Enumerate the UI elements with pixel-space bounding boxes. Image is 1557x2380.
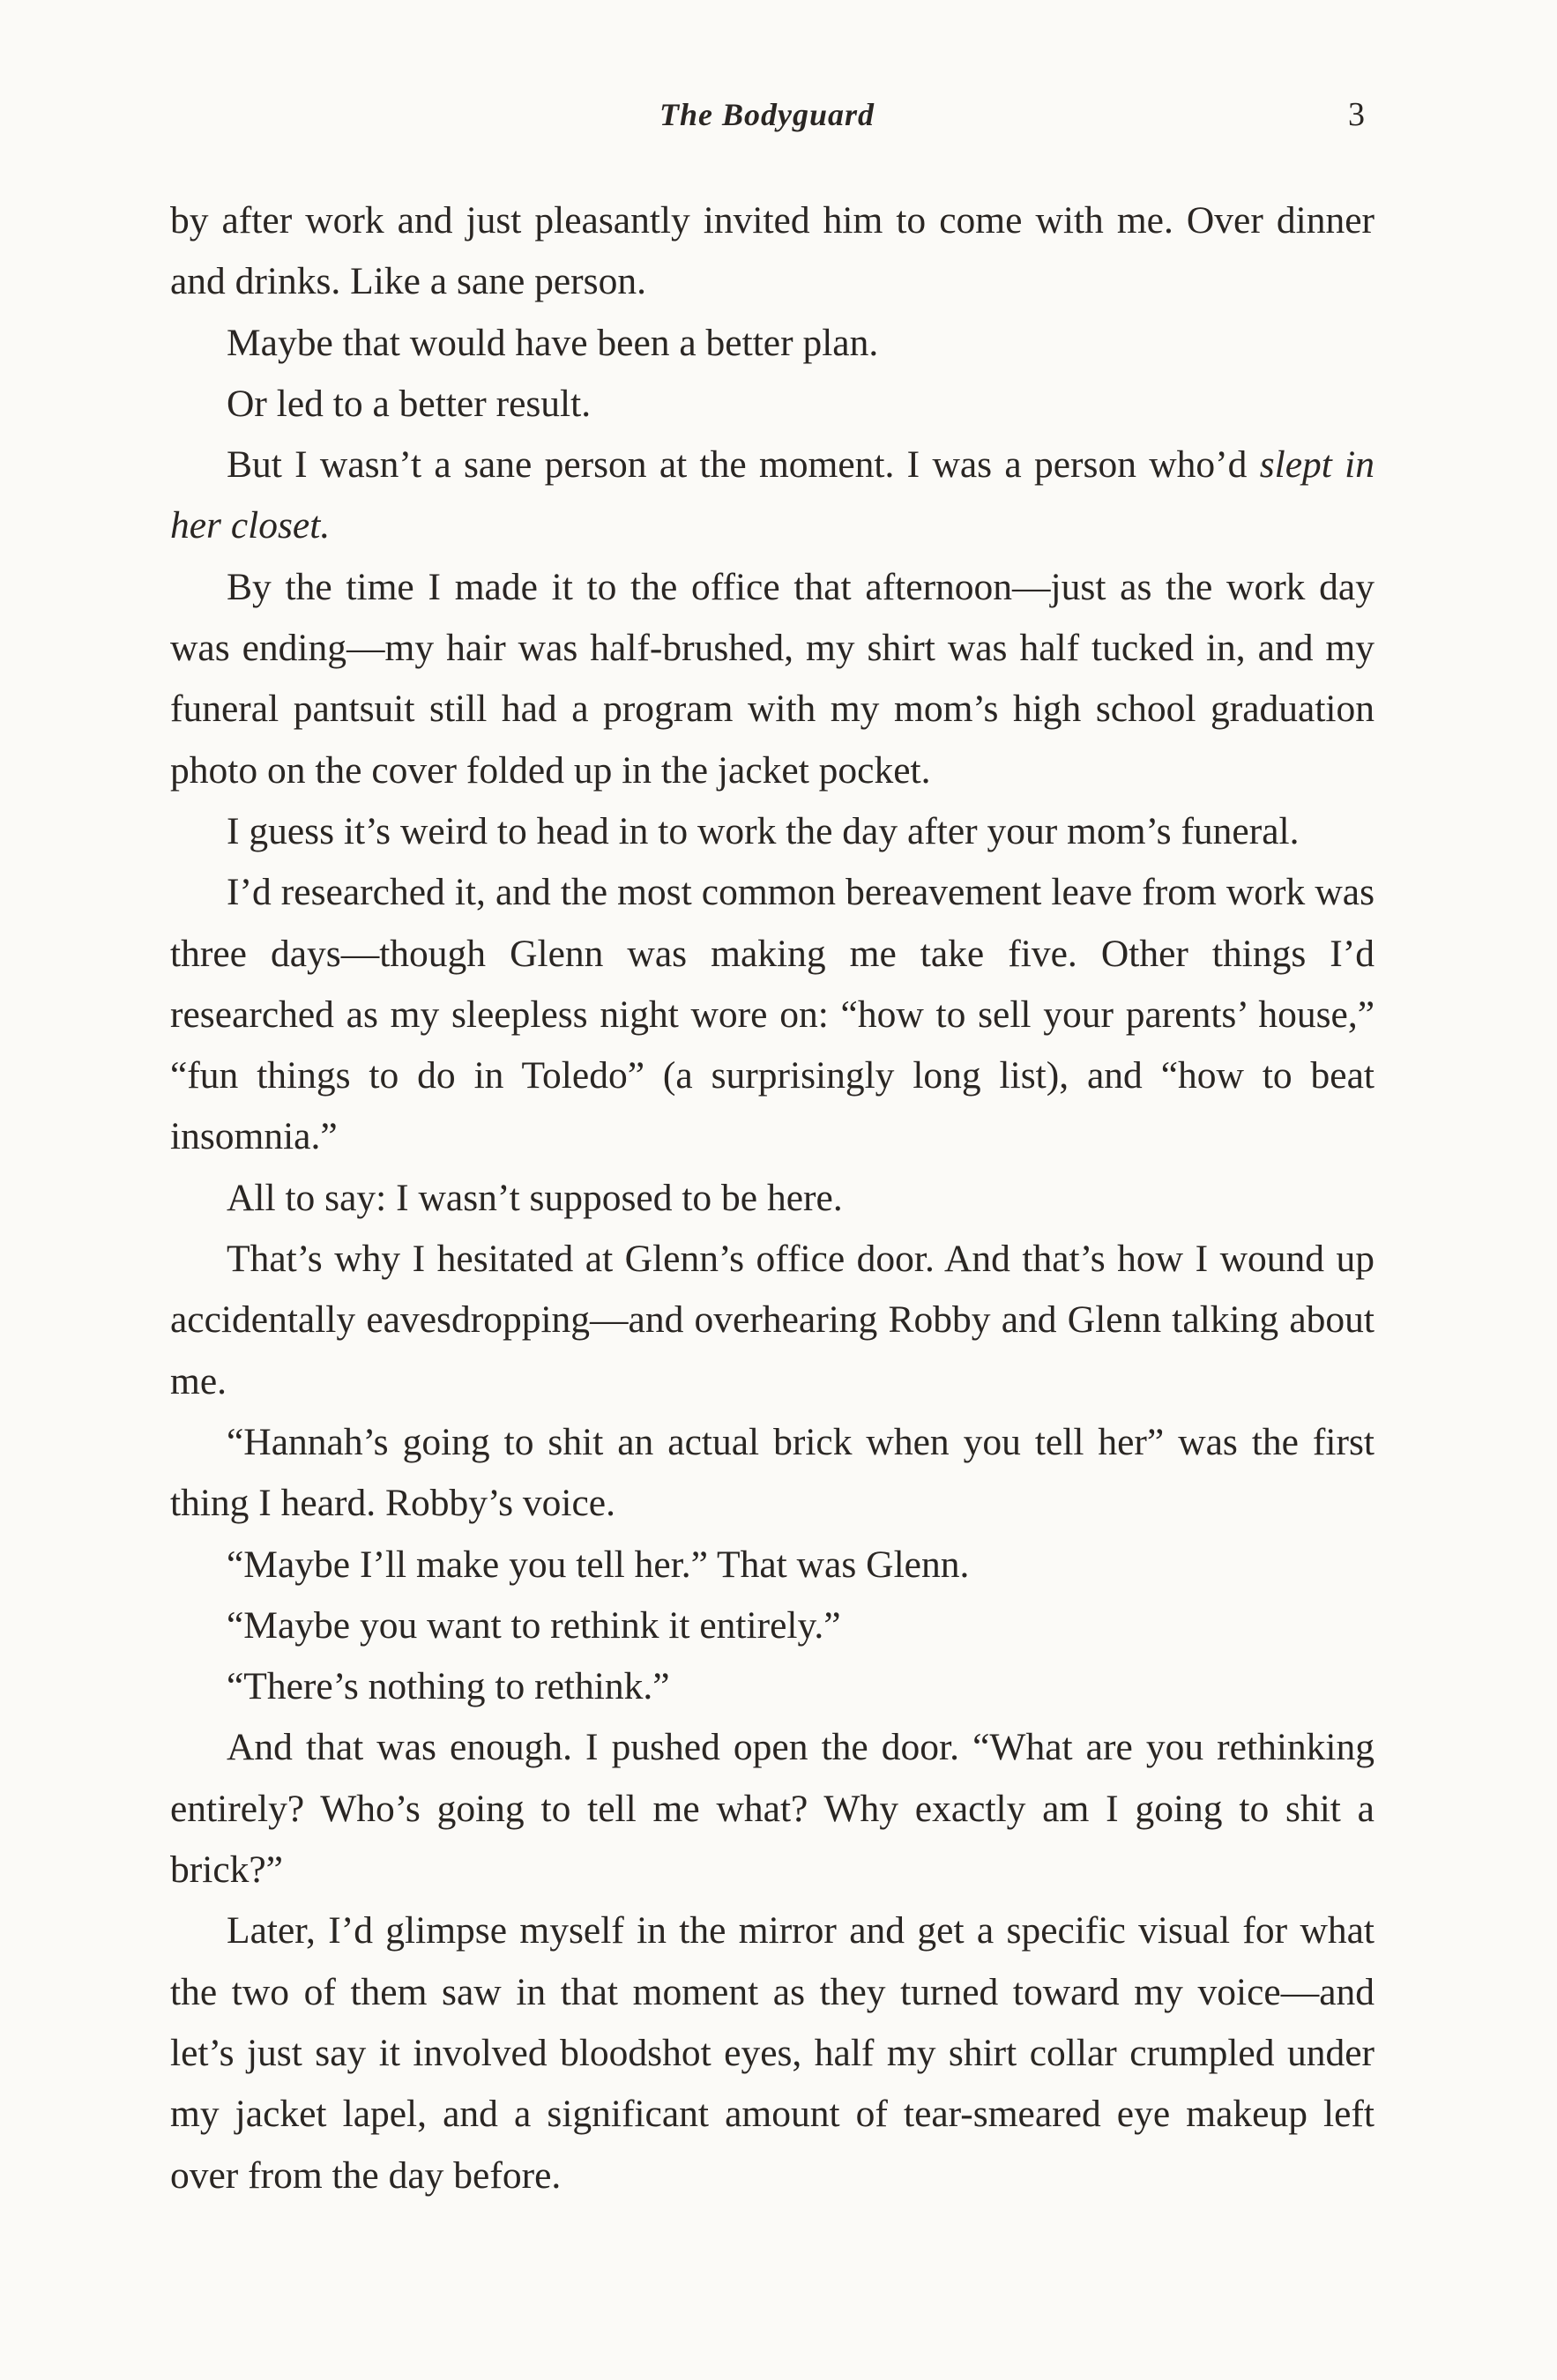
paragraph: by after work and just pleasantly invited him to come with me. Over dinner and drinks. Like a sane person. xyxy=(170,199,1374,303)
body-text xyxy=(170,190,1374,2206)
paragraph: Or led to a better result. xyxy=(227,382,592,425)
italic-phrase: slept in her closet. xyxy=(170,443,1374,547)
paragraph: “Maybe I’ll make you tell her.” That was Glenn. xyxy=(227,1543,970,1586)
paragraph: And that was enough. I pushed open the door. “What are you rethinking entirely? Who’s going to tell me what? Why exactly am I going to shit a brick?” xyxy=(170,1726,1374,1892)
page-number: 3 xyxy=(1348,96,1365,133)
paragraph: “Maybe you want to rethink it entirely.” xyxy=(227,1603,841,1647)
paragraph-text: But I wasn’t a sane person at the moment. I was a person who’d xyxy=(227,443,1260,487)
paragraph: I’d researched it, and the most common bereavement leave from work was three days—though Glenn was making me take five. Other things I’d researched as my sleepless night wore on: “how to sell your parents’ house,” “fun things to do in Toledo” (a surprisingly long list), and “how to beat insomnia.” xyxy=(170,871,1374,1158)
paragraph xyxy=(170,435,1374,557)
paragraph: I guess it’s weird to head in to work the day after your mom’s funeral. xyxy=(227,809,1300,852)
paragraph: Later, I’d glimpse myself in the mirror and get a specific visual for what the two of them saw in that moment as they turned toward my voice—and let’s just say it involved bloodshot eyes, half my shirt collar crumpled under my jacket lapel, and a significant amount of tear-smeared eye makeup left over from the day before. xyxy=(170,1909,1374,2197)
running-head-title: The Bodyguard xyxy=(659,97,875,132)
paragraph: By the time I made it to the office that afternoon—just as the work day was ending—my hair was half-brushed, my shirt was half tucked in, and my funeral pantsuit still had a program with my mom’s high school graduation photo on the cover folded up in the jacket pocket. xyxy=(170,565,1374,792)
paragraph: Maybe that would have been a better plan. xyxy=(227,321,879,364)
paragraph: “Hannah’s going to shit an actual brick when you tell her” was the first thing I heard. Robby’s voice. xyxy=(170,1420,1374,1525)
paragraph: All to say: I wasn’t supposed to be here. xyxy=(227,1176,843,1219)
paragraph: “There’s nothing to rethink.” xyxy=(227,1665,670,1708)
paragraph: That’s why I hesitated at Glenn’s office door. And that’s how I wound up accidentally eavesdropping—and overhearing Robby and Glenn talking about me. xyxy=(170,1238,1374,1402)
running-head xyxy=(0,88,1557,141)
